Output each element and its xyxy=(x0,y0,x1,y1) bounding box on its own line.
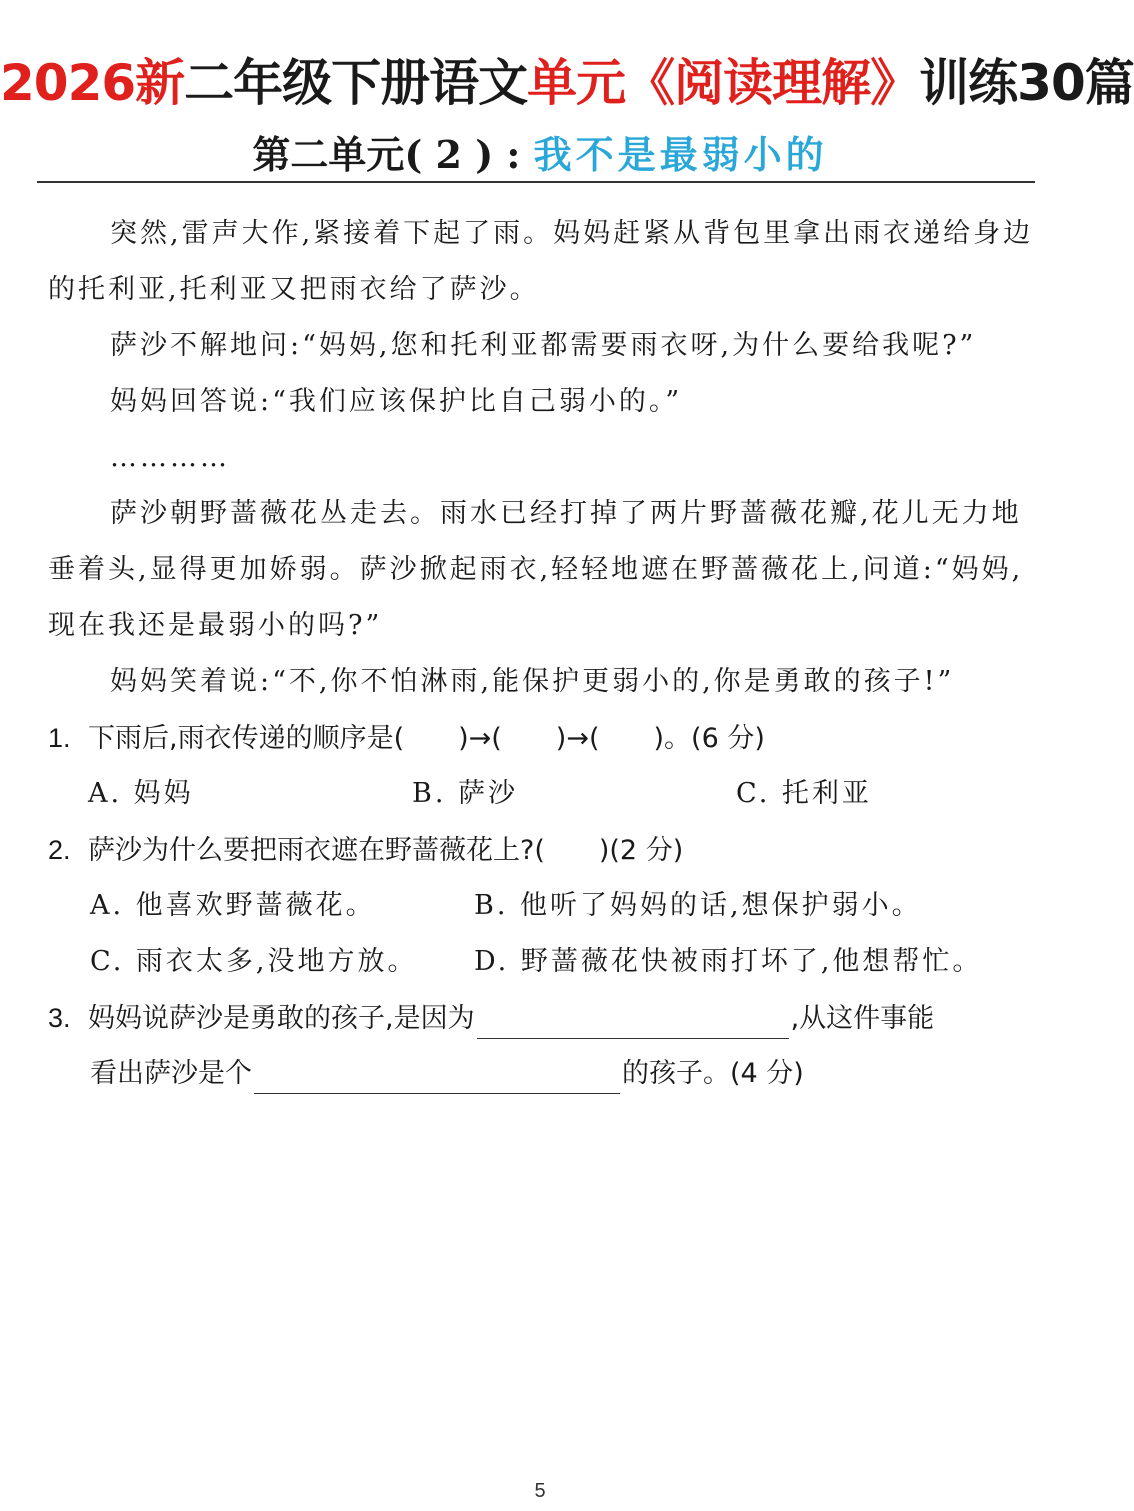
passage-paragraph-1: 突然,雷声大作,紧接着下起了雨。妈妈赶紧从背包里拿出雨衣递给身边的托利亚,托利亚又把雨衣给了萨沙。 xyxy=(48,218,1034,305)
q2-option-d: D. 野蔷薇花快被雨打坏了,他想帮忙。 xyxy=(474,946,983,977)
question-text-c: 看出萨沙是个 xyxy=(90,1058,252,1089)
passage-paragraph-3: 妈妈回答说:“我们应该保护比自己弱小的。” xyxy=(110,386,683,417)
q2-option-b: B. 他听了妈妈的话,想保护弱小。 xyxy=(474,890,922,921)
passage-paragraph-5: 妈妈笑着说:“不,你不怕淋雨,能保护更弱小的,你是勇敢的孩子!” xyxy=(110,666,955,697)
lesson-heading xyxy=(0,127,1080,183)
q1-option-b: B. 萨沙 xyxy=(412,778,519,809)
question-text: 下雨后,雨衣传递的顺序是( )→( )→( )。(6 分) xyxy=(88,723,765,754)
lesson-topic: 我不是最弱小的 xyxy=(533,133,828,177)
page-number: 5 xyxy=(534,1480,546,1502)
header-divider xyxy=(37,181,1035,183)
passage-paragraph-4: 萨沙朝野蔷薇花丛走去。雨水已经打掉了两片野蔷薇花瓣,花儿无力地垂着头,显得更加娇弱。萨沙掀起雨衣,轻轻地遮在野蔷薇花上,问道:“妈妈,现在我还是最弱小的吗?” xyxy=(48,498,1024,641)
question-number: 1. xyxy=(48,723,71,753)
question-number: 3. xyxy=(48,1003,71,1033)
unit-label: 第二单元( 2 ) : xyxy=(252,132,534,177)
question-text-b: ,从这件事能 xyxy=(790,1003,935,1034)
title-grade: 二年级下册语文 xyxy=(184,54,528,112)
question-number: 2. xyxy=(48,835,71,865)
passage-paragraph-2: 萨沙不解地问:“妈妈,您和托利亚都需要雨衣呀,为什么要给我呢?” xyxy=(110,330,977,361)
question-3 xyxy=(48,990,1038,1047)
answer-blank-2[interactable] xyxy=(254,1059,620,1094)
question-1 xyxy=(48,710,1038,767)
title-suffix: 训练30篇 xyxy=(919,54,1134,112)
question-2 xyxy=(48,822,1038,879)
passage-ellipsis: ………… xyxy=(110,442,230,473)
question-text: 萨沙为什么要把雨衣遮在野蔷薇花上?( )(2 分) xyxy=(88,835,684,866)
page-title xyxy=(0,50,1134,116)
q1-option-c: C. 托利亚 xyxy=(736,778,872,809)
title-year: 2026新 xyxy=(0,54,185,112)
question-text-d: 的孩子。(4 分) xyxy=(622,1058,804,1089)
q1-option-a: A. 妈妈 xyxy=(88,778,194,809)
q2-option-a: A. 他喜欢野蔷薇花。 xyxy=(90,890,376,921)
answer-blank-1[interactable] xyxy=(477,1004,789,1039)
q2-option-c: C. 雨衣太多,没地方放。 xyxy=(90,946,418,977)
title-unit: 单元《阅读理解》 xyxy=(527,54,920,112)
question-3-continued xyxy=(90,1046,990,1102)
question-text-a: 妈妈说萨沙是勇敢的孩子,是因为 xyxy=(88,1003,475,1034)
